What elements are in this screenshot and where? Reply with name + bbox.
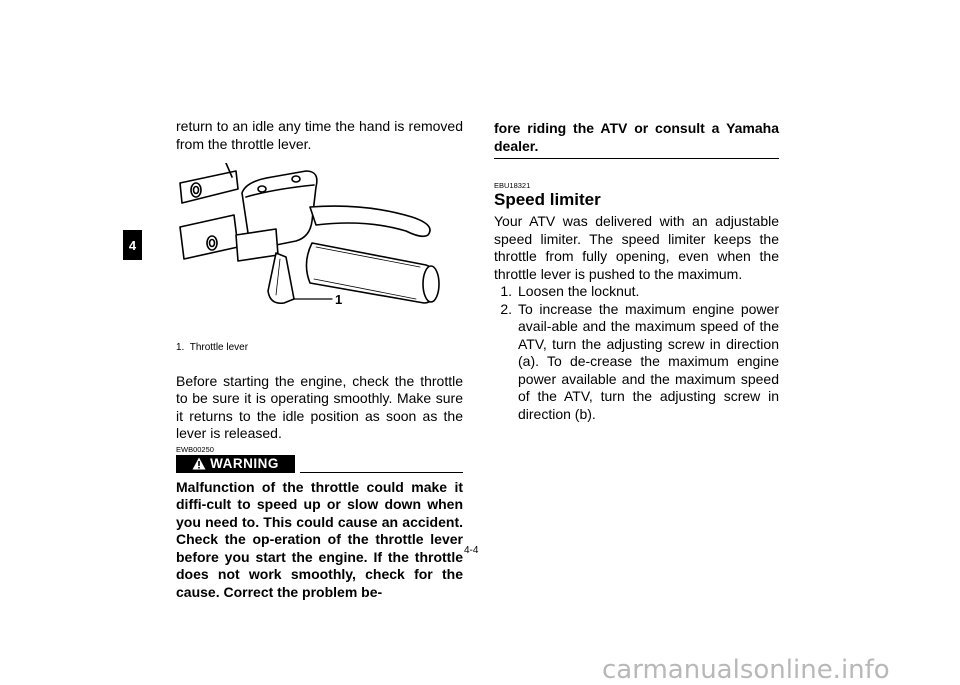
warning-triangle-icon	[192, 457, 206, 470]
page-number: 4-4	[464, 545, 479, 556]
figure-callout-1: 1	[335, 292, 343, 307]
left-column	[176, 118, 463, 601]
steps-list	[494, 283, 779, 423]
right-column	[494, 120, 779, 423]
chapter-tab-number: 4	[128, 237, 137, 253]
warning-text: Malfunction of the throttle could make it diffi-cult to speed up or slow down when you need to. This could cause an accident. Check the op-eration of the throttle lever before you start the engine. If the throttle does not work smoothly, check for the cause. Correct the problem be-	[176, 478, 463, 600]
check-paragraph: Before starting the engine, check the throttle to be sure it is operating smoothly. Make sure it returns to the idle position as soon as the lever is released.	[176, 372, 463, 441]
list-item	[494, 301, 779, 424]
chapter-tab	[123, 230, 142, 260]
warning-badge	[176, 455, 295, 473]
step-number: 1.	[500, 283, 512, 299]
step-number: 2.	[500, 300, 512, 317]
warning-continued: fore riding the ATV or consult a Yamaha dealer.	[494, 120, 779, 159]
warning-code: EWB00250	[176, 444, 214, 454]
section-code: EBU18321	[494, 181, 531, 190]
section-heading: Speed limiter	[494, 190, 601, 209]
warning-header	[176, 455, 463, 473]
step-text: Loosen the locknut.	[518, 283, 640, 299]
throttle-figure	[176, 163, 463, 333]
warning-rule	[300, 472, 463, 473]
list-item	[494, 283, 779, 301]
speed-limiter-paragraph: Your ATV was delivered with an adjustable speed limiter. The speed limiter keeps the throttle from fully opening, even when the throttle lever is pushed to the maximum.	[494, 213, 779, 282]
intro-paragraph: return to an idle any time the hand is removed from the throttle lever.	[176, 118, 463, 152]
watermark-text: carmanualsonline.info	[602, 655, 890, 685]
step-text: To increase the maximum engine power avail-able and the maximum speed of the ATV, turn the adjusting screw in direction (a). To de-crease the maximum engine power available and the maximum speed of the ATV, turn the adjusting screw in direction (b).	[518, 300, 779, 422]
figure-caption: 1. Throttle lever	[176, 342, 249, 353]
throttle-lever-illustration	[176, 163, 463, 333]
warning-label: WARNING	[210, 455, 279, 471]
